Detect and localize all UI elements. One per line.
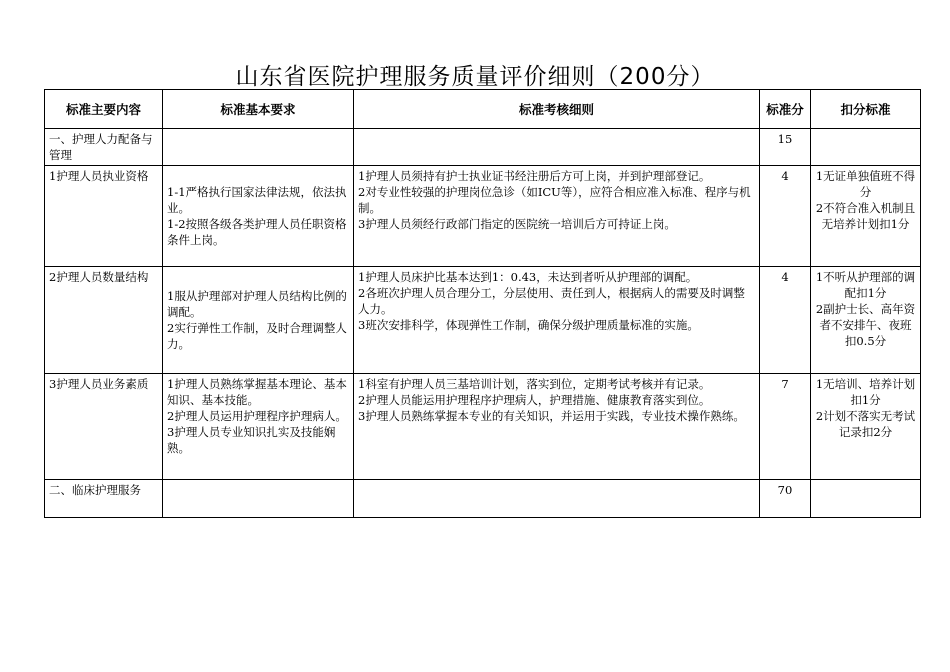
table-row [45,374,921,480]
requirement-line: 1-2按照各级各类护理人员任职资格条件上岗。 [167,217,347,247]
detail-line: 2各班次护理人员合理分工，分层使用、责任到人，根据病人的需要及时调整人力。 [358,286,745,316]
item-requirements [163,166,354,267]
detail-line: 2对专业性较强的护理岗位急诊（如ICU等），应符合相应准入标准、程序与机制。 [358,185,751,215]
item-score: 4 [760,166,811,267]
item-details [354,267,760,374]
header-details: 标准考核细则 [354,90,760,129]
detail-line: 1护理人员床护比基本达到1：0.43，未达到者听从护理部的调配。 [358,270,698,284]
empty-cell [163,480,354,518]
requirement-line: 2实行弹性工作制，及时合理调整人力。 [167,321,347,351]
section-score: 15 [760,129,811,166]
requirement-line: 3护理人员专业知识扎实及技能娴熟。 [167,425,336,455]
section-score: 70 [760,480,811,518]
header-score: 标准分 [760,90,811,129]
deduction-line: 1无培训、培养计划扣1分 [815,377,916,407]
deduction-line: 2不符合准入机制且无培养计划扣1分 [815,201,916,231]
header-deduction: 扣分标准 [811,90,921,129]
header-requirements: 标准基本要求 [163,90,354,129]
deduction-line: 2计划不落实无考试记录扣2分 [815,409,916,439]
requirement-line: 2护理人员运用护理程序护理病人。 [167,409,347,423]
deduction-line: 2副护士长、高年资者不安排午、夜班扣0.5分 [815,302,916,348]
item-details [354,166,760,267]
item-requirements [163,267,354,374]
section-name: 二、临床护理服务 [45,480,163,518]
empty-cell [811,129,921,166]
table-header-row [45,90,921,129]
requirement-line: 1服从护理部对护理人员结构比例的调配。 [167,289,347,319]
detail-line: 1护理人员须持有护士执业证书经注册后方可上岗，并到护理部登记。 [358,169,711,183]
section-row [45,129,921,166]
empty-cell [163,129,354,166]
requirement-line: 1-1严格执行国家法律法规，依法执业。 [167,185,347,215]
deduction-line: 1不听从护理部的调配扣1分 [815,270,916,300]
section-name: 一、护理人力配备与管理 [45,129,163,166]
item-content: 1护理人员执业资格 [45,166,163,267]
detail-line: 2护理人员能运用护理程序护理病人，护理措施、健康教育落实到位。 [358,393,711,407]
page-title: 山东省医院护理服务质量评价细则（200分） [235,64,715,90]
item-details [354,374,760,480]
empty-cell [354,480,760,518]
item-content: 3护理人员业务素质 [45,374,163,480]
item-deduction [811,374,921,480]
table-row [45,267,921,374]
item-requirements [163,374,354,480]
detail-line: 3护理人员须经行政部门指定的医院统一培训后方可持证上岗。 [358,217,676,231]
empty-cell [811,480,921,518]
item-score: 4 [760,267,811,374]
item-score: 7 [760,374,811,480]
item-deduction [811,267,921,374]
table-row [45,166,921,267]
requirement-line: 1护理人员熟练掌握基本理论、基本知识、基本技能。 [167,377,347,407]
empty-cell [354,129,760,166]
header-content: 标准主要内容 [45,90,163,129]
item-deduction [811,166,921,267]
section-row [45,480,921,518]
item-content: 2护理人员数量结构 [45,267,163,374]
detail-line: 3护理人员熟练掌握本专业的有关知识，并运用于实践，专业技术操作熟练。 [358,409,745,423]
detail-line: 3班次安排科学，体现弹性工作制，确保分级护理质量标准的实施。 [358,318,699,332]
detail-line: 1科室有护理人员三基培训计划，落实到位，定期考试考核并有记录。 [358,377,711,391]
deduction-line: 1无证单独值班不得分 [815,169,916,199]
evaluation-table [44,89,921,518]
